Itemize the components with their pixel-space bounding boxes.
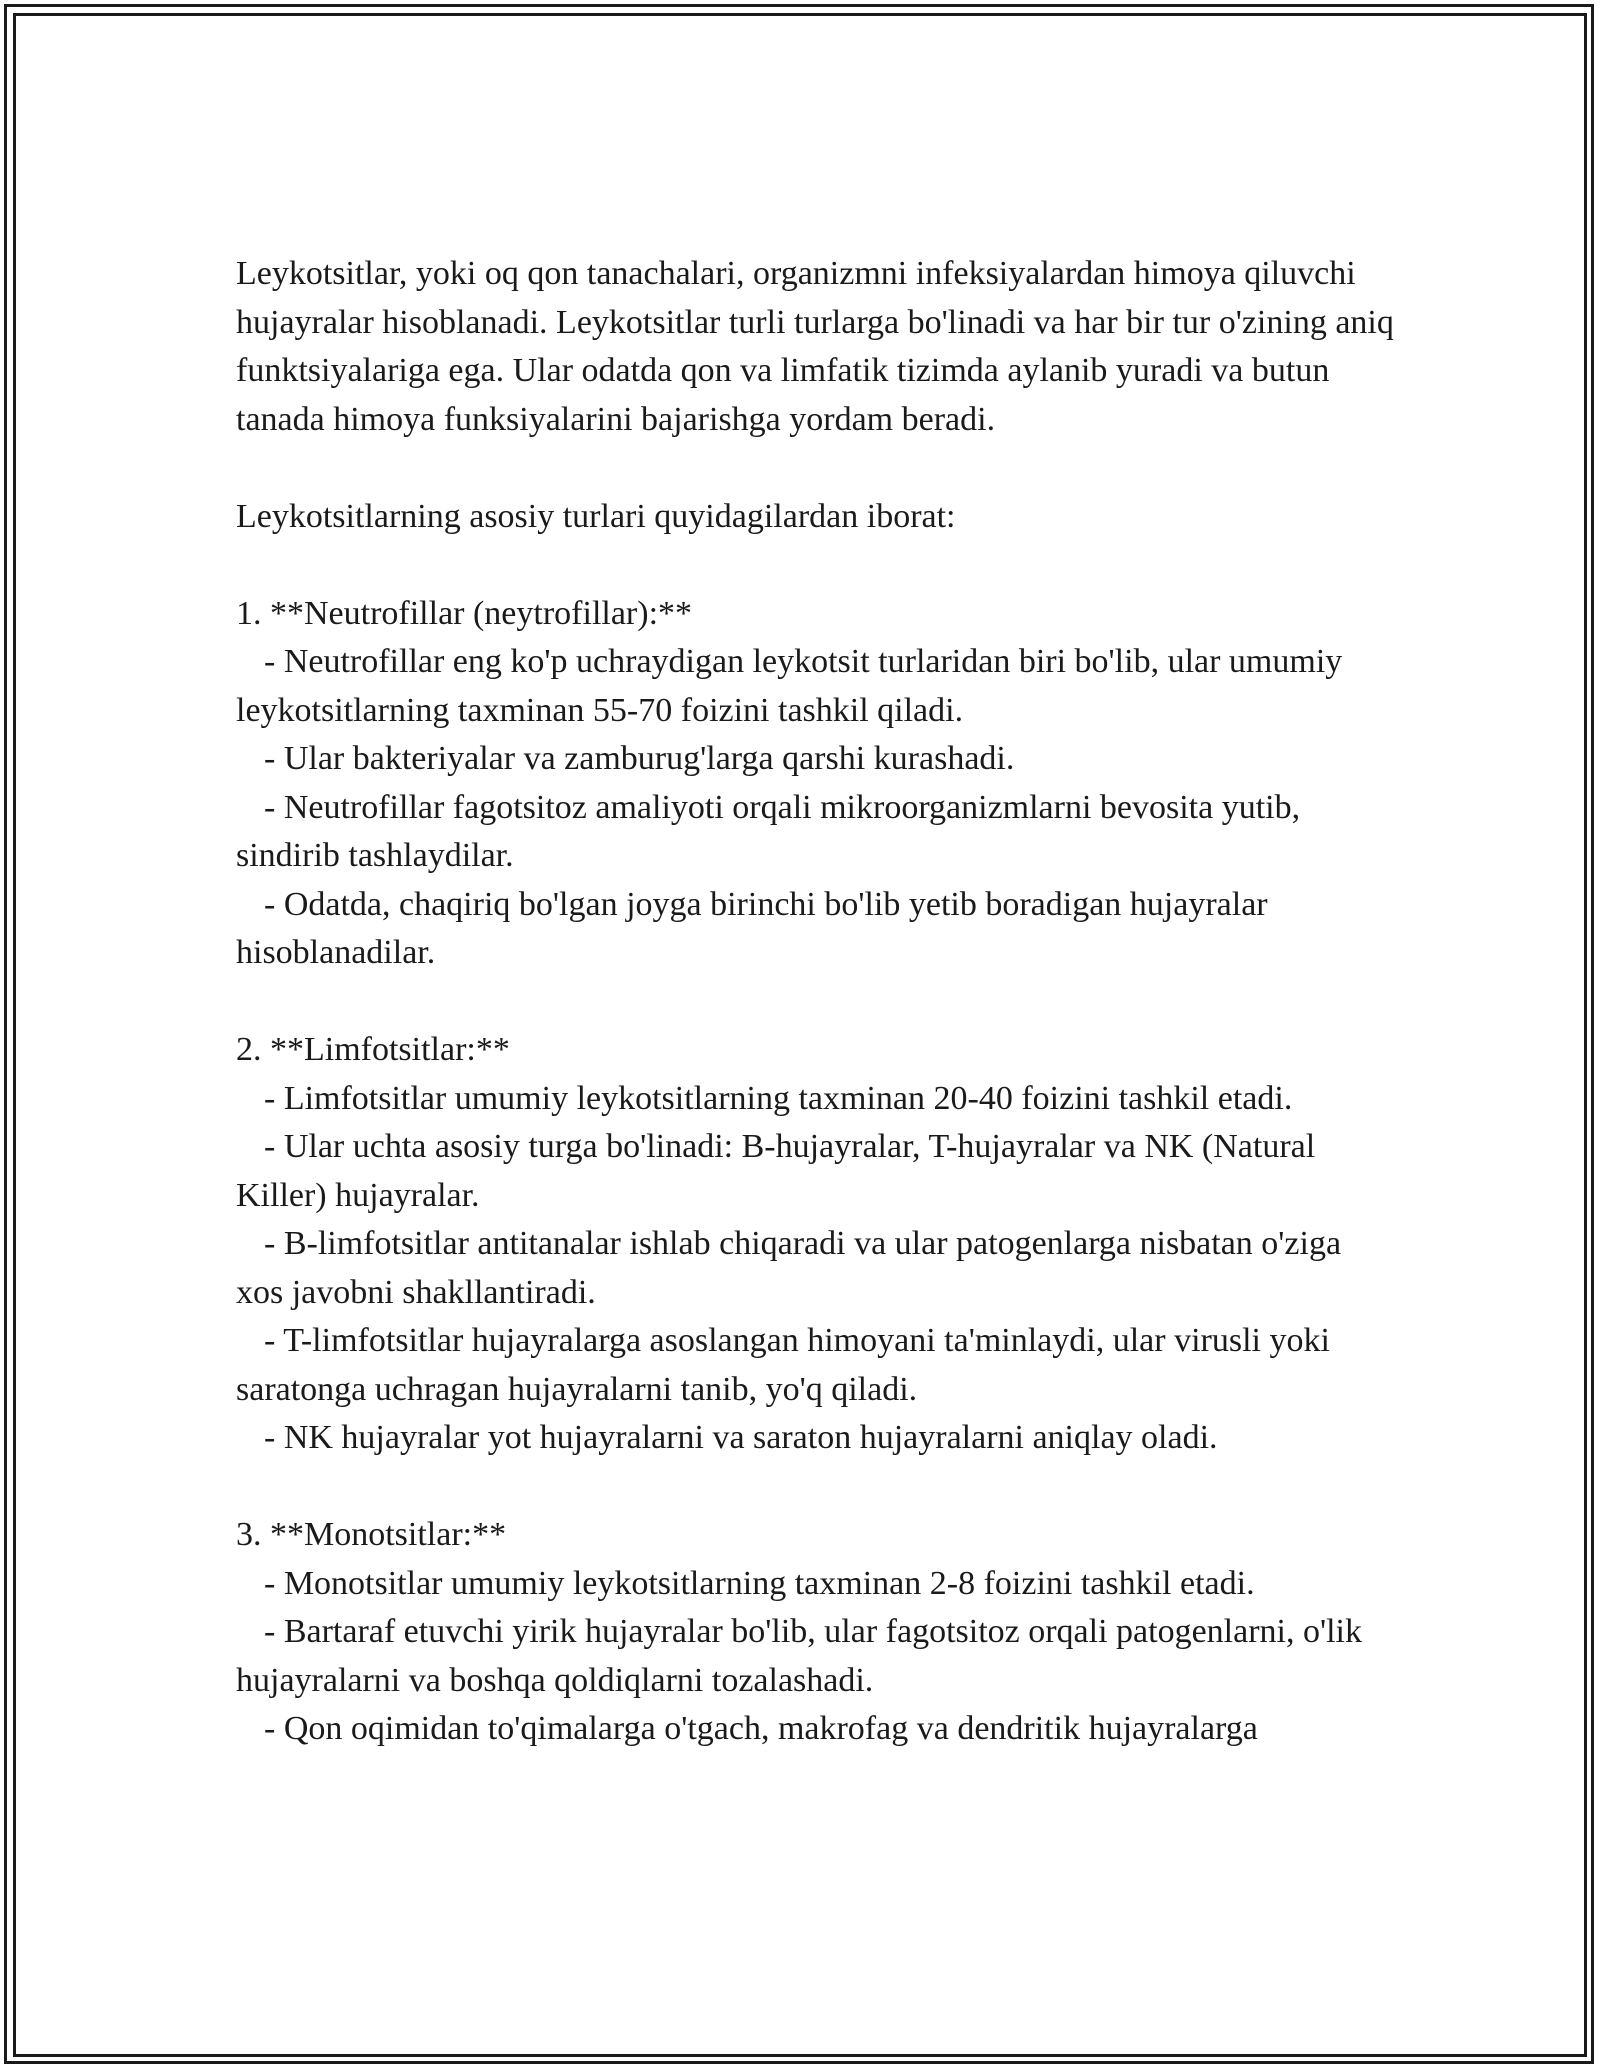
section-limfotsitlar (236, 1026, 1396, 1463)
list-item: - T-limfotsitlar hujayralarga asoslangan himoyani ta'minlaydi, ular virusli yoki saratonga uchragan hujayralarni tanib, yo'q qiladi. (236, 1322, 1330, 1408)
list-item: - Ular uchta asosiy turga bo'linadi: B-hujayralar, T-hujayralar va NK (Natural Killer) hujayralar. (236, 1128, 1316, 1214)
section-heading: 3. **Monotsitlar:** (236, 1516, 507, 1553)
document-body (236, 250, 1396, 1754)
list-item: - Odatda, chaqiriq bo'lgan joyga birinchi bo'lib yetib boradigan hujayralar hisoblanadilar. (236, 885, 1268, 971)
section-heading: 1. **Neutrofillar (neytrofillar):** (236, 594, 693, 632)
list-item: - Limfotsitlar umumiy leykotsitlarning taxminan 20-40 foizini tashkil etadi. (264, 1079, 1293, 1117)
list-item: - Bartaraf etuvchi yirik hujayralar bo'lib, ular fagotsitoz orqali patogenlarni, o'lik hujayralarni va boshqa qoldiqlarni tozalashadi. (236, 1613, 1362, 1699)
intro-lead: Leykotsitlarning asosiy turlari quyidagilardan iborat: (236, 497, 956, 535)
section-heading: 2. **Limfotsitlar:** (236, 1031, 510, 1068)
paragraph-gap (236, 1463, 1396, 1512)
list-item: - Monotsitlar umumiy leykotsitlarning taxminan 2-8 foizini tashkil etadi. (264, 1564, 1255, 1602)
section-neutrofillar (236, 590, 1396, 978)
list-item: - NK hujayralar yot hujayralarni va saraton hujayralarni aniqlay oladi. (264, 1419, 1218, 1456)
intro-paragraph: Leykotsitlar, yoki oq qon tanachalari, organizmni infeksiyalardan himoya qiluvchi hujayralar hisoblanadi. Leykotsitlar turli turlarga bo'linadi va har bir tur o'zining aniq funktsiyalariga ega. Ular odatda qon va limfatik tizimda aylanib yuradi va butun tanada himoya funksiyalarini bajarishga yordam beradi. (236, 255, 1394, 438)
list-item: - Qon oqimidan to'qimalarga o'tgach, makrofag va dendritik hujayralarga (264, 1710, 1258, 1747)
paragraph-gap (236, 444, 1396, 493)
paragraph-gap (236, 541, 1396, 590)
list-item: - Ular bakteriyalar va zamburug'larga qarshi kurashadi. (264, 740, 1015, 777)
paragraph-gap (236, 978, 1396, 1027)
list-item: - Neutrofillar fagotsitoz amaliyoti orqali mikroorganizmlarni bevosita yutib, sindirib tashlaydilar. (236, 788, 1301, 874)
list-item: - Neutrofillar eng ko'p uchraydigan leykotsit turlaridan biri bo'lib, ular umumiy leykotsitlarning taxminan 55-70 foizini tashkil qiladi. (236, 643, 1343, 729)
section-monotsitlar (236, 1511, 1396, 1754)
list-item: - B-limfotsitlar antitanalar ishlab chiqaradi va ular patogenlarga nisbatan o'ziga xos javobni shakllantiradi. (236, 1225, 1342, 1311)
